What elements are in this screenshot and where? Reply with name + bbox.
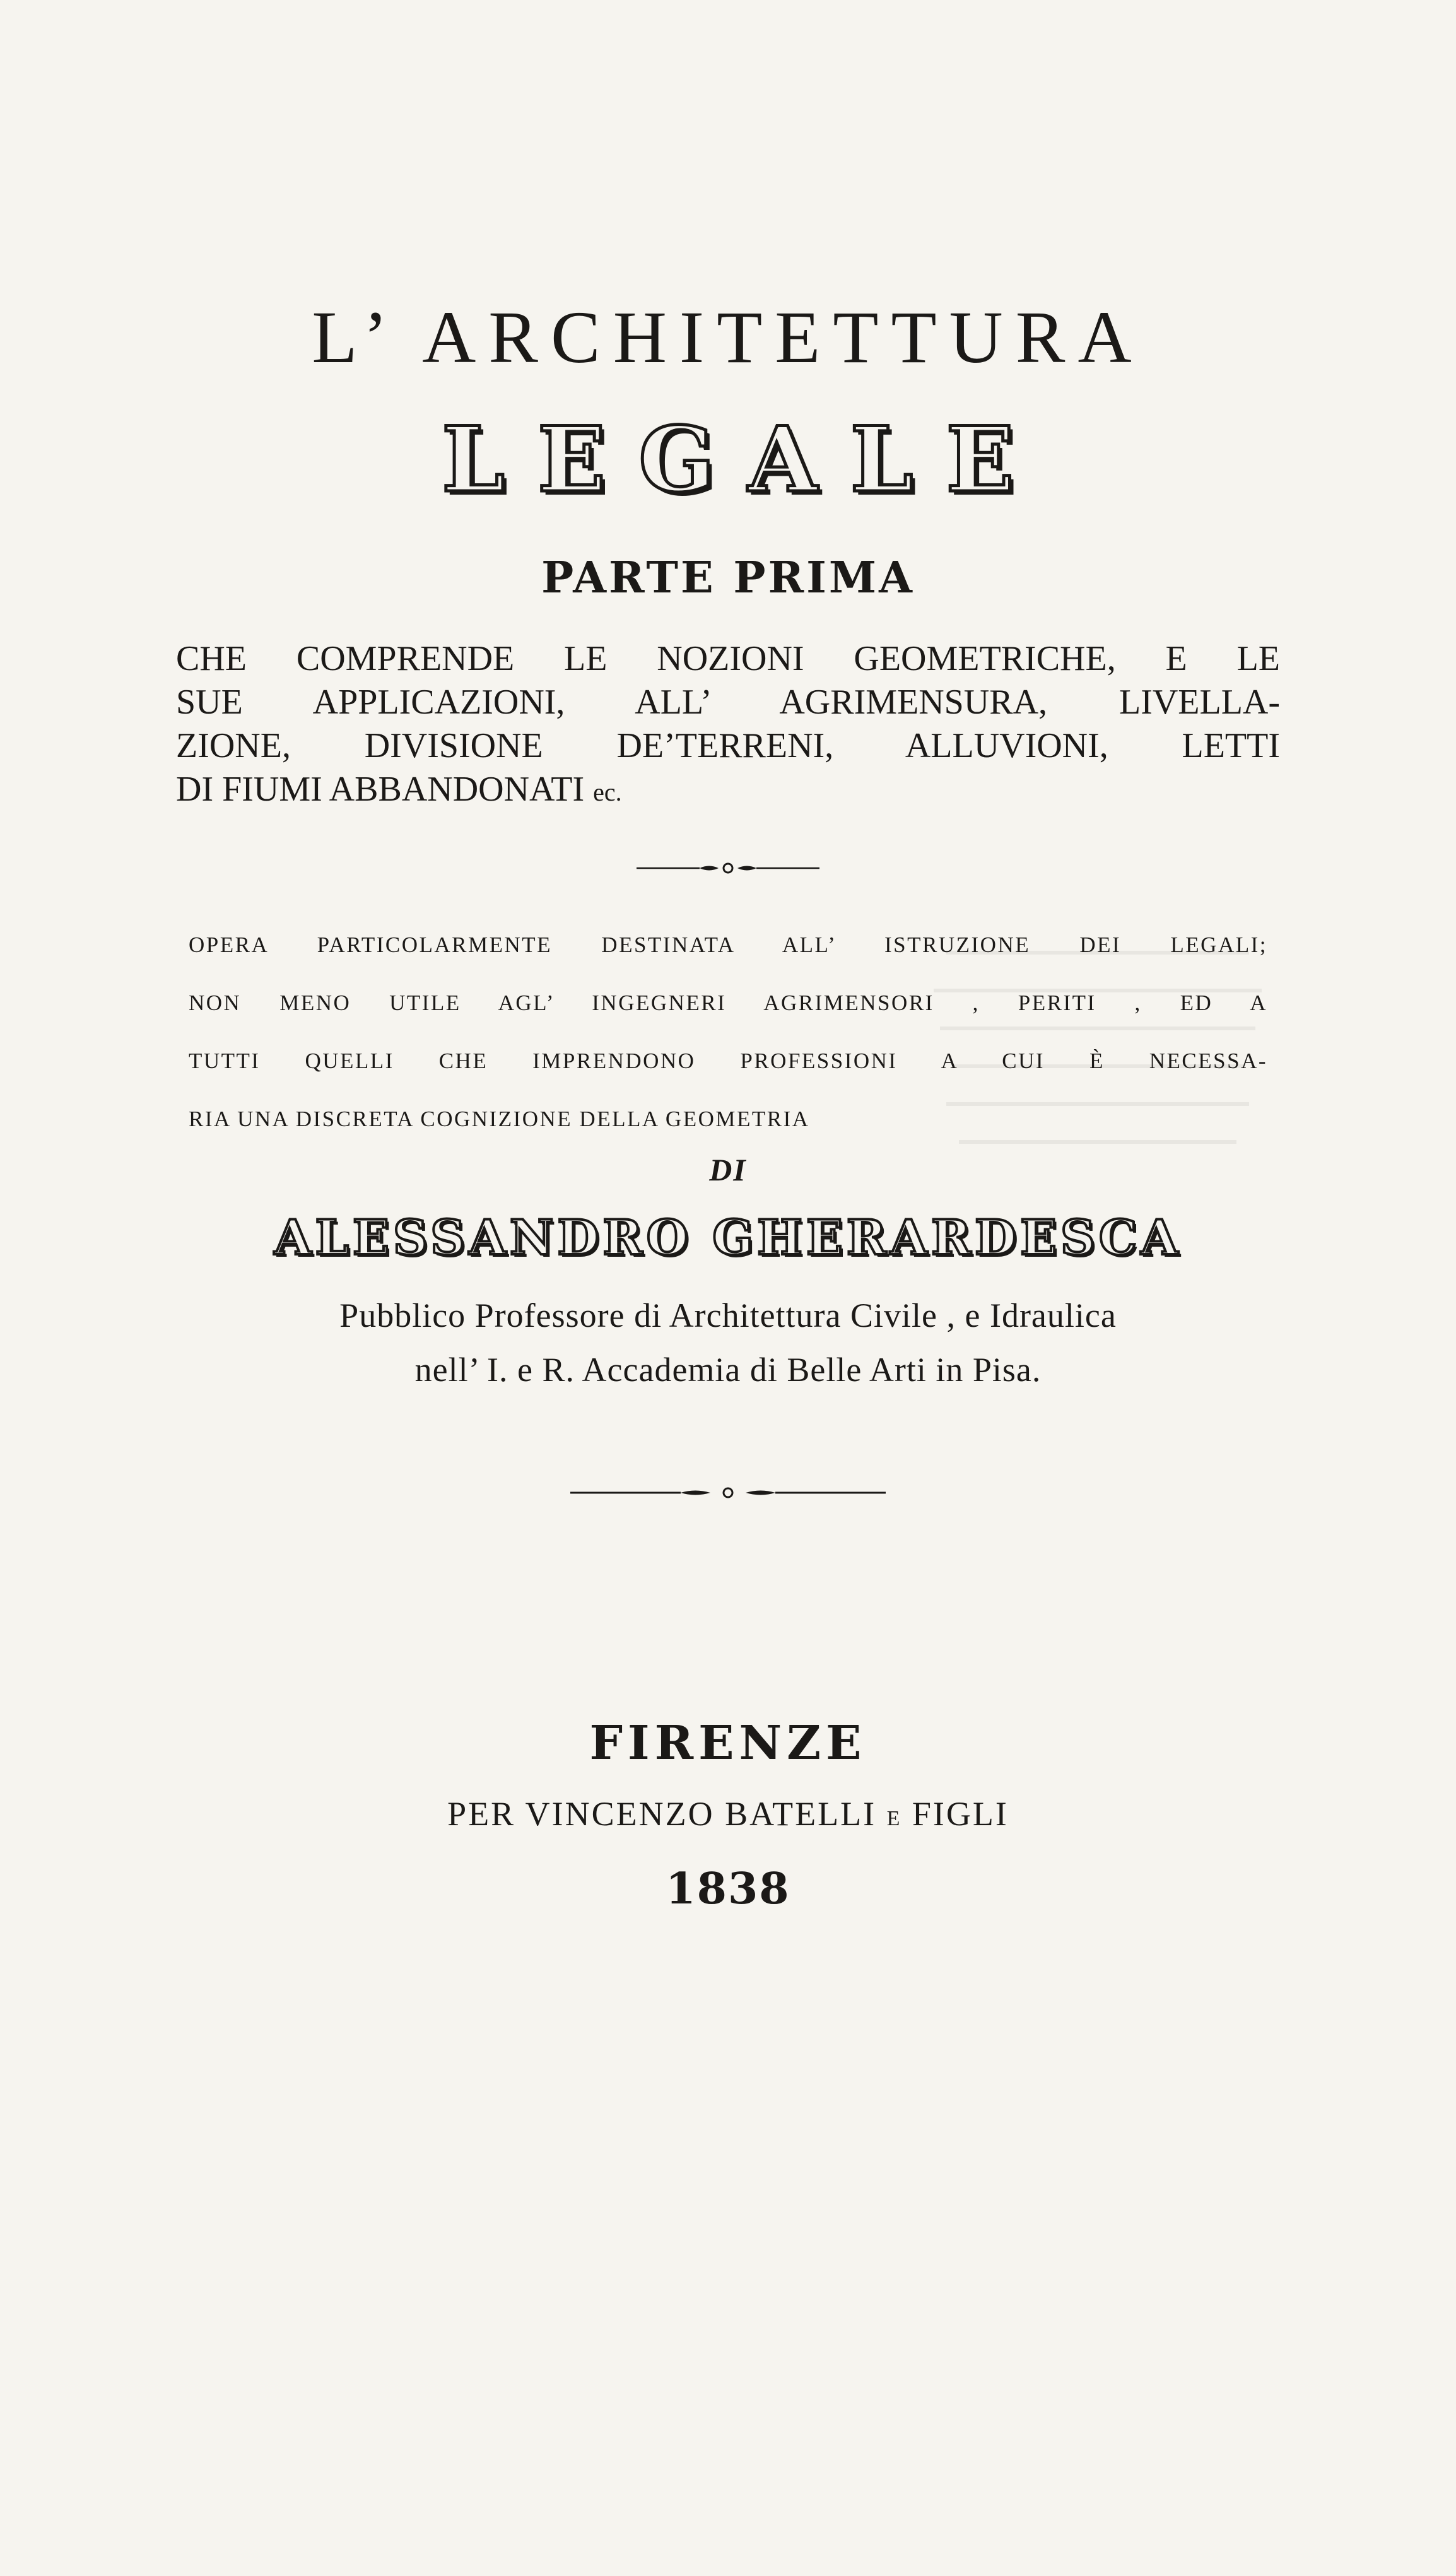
imprint-printer-end: FIGLI [912,1795,1009,1833]
title-line-2: LEGALE [442,408,1047,512]
subtitle-line-1: CHE COMPRENDE LE NOZIONI GEOMETRICHE, E LE [176,639,1280,678]
imprint-printer-name: PER VINCENZO BATELLI [447,1795,877,1833]
imprint-printer [0,1792,1456,1841]
title-line-1: L’ ARCHITETTURA [312,296,1144,379]
ornament-rule-icon [637,861,819,876]
subtitle-line-2: SUE APPLICAZIONI, ALL’ AGRIMENSURA, LIVELLA- [176,683,1280,722]
imprint-year: 1838 [666,1864,790,1914]
description-line-1: OPERA PARTICOLARMENTE DESTINATA ALL’ ISTRUZIONE DEI LEGALI; [189,932,1267,957]
subtitle-line-4-text: DI FIUMI ABBANDONATI [176,770,585,809]
description-line-4: RIA UNA DISCRETA COGNIZIONE DELLA GEOMETRIA [189,1107,810,1131]
description [189,916,1267,1148]
author-role-line-2: nell’ I. e R. Accademia di Belle Arti in Pisa. [414,1351,1042,1389]
ornament-rule-icon [570,1485,886,1500]
description-line-3: TUTTI QUELLI CHE IMPRENDONO PROFESSIONI A CUI È NECESSA- [189,1049,1267,1073]
author-preposition: DI [709,1152,747,1187]
subtitle-line-4-suffix: ec. [593,778,622,806]
imprint-printer-and: E [886,1807,902,1830]
subtitle-line-4 [176,768,1280,814]
imprint-city: FIRENZE [589,1716,867,1770]
author-role-line-1: Pubblico Professore di Architettura Civile , e Idraulica [339,1297,1117,1334]
subtitle-line-3: ZIONE, DIVISIONE DE’TERRENI, ALLUVIONI, LETTI [176,726,1280,765]
subtitle [176,637,1280,814]
description-line-2: NON MENO UTILE AGL’ INGEGNERI AGRIMENSORI , PERITI , ED A [189,991,1267,1015]
part-heading: PARTE PRIMA [541,553,915,603]
author-name: ALESSANDRO GHERARDESCA [274,1209,1182,1266]
author-role [0,1288,1456,1397]
